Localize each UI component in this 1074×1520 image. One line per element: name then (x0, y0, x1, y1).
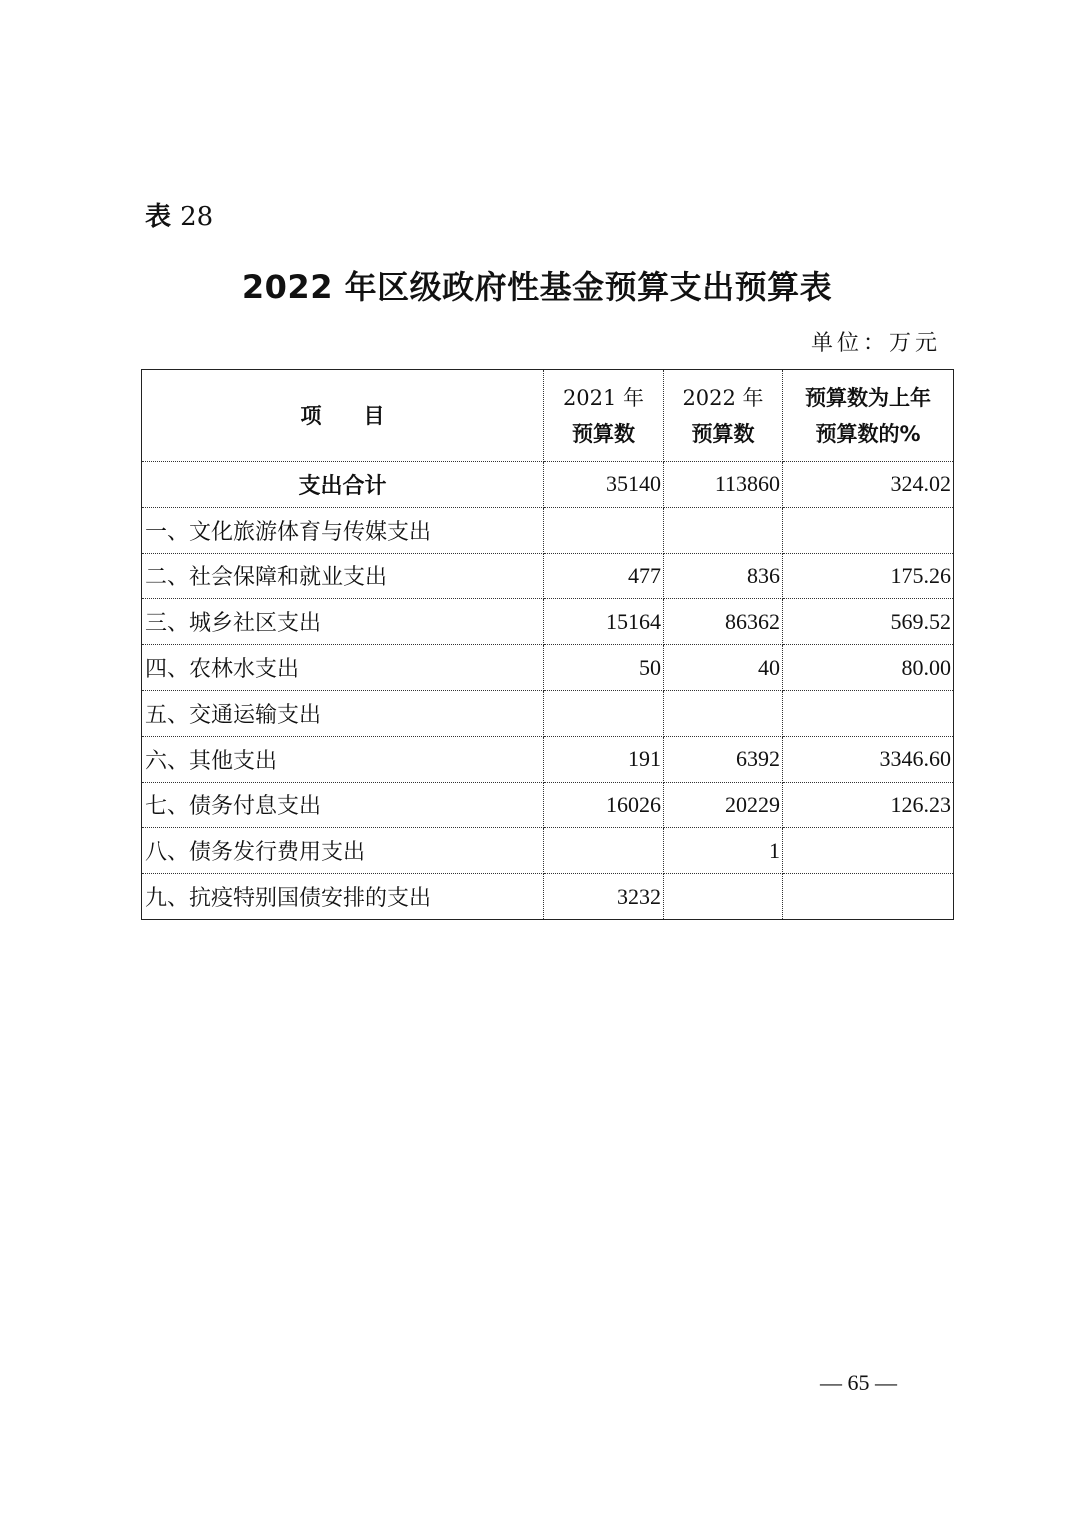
header-2022-sub: 预算数 (691, 421, 755, 446)
row-ratio-value: 569.52 (783, 599, 954, 645)
header-2022 (664, 370, 783, 462)
row-name: 三、城乡社区支出 (142, 599, 544, 645)
row-2021-value: 15164 (544, 599, 664, 645)
row-ratio-value (783, 828, 954, 874)
row-ratio-value (783, 690, 954, 736)
row-2022-value (664, 690, 783, 736)
header-ratio-line1: 预算数为上年 (805, 385, 931, 410)
row-2022-value: 113860 (664, 462, 783, 508)
unit-label: 单位：万元 (810, 331, 941, 356)
row-name: 六、其他支出 (142, 736, 544, 782)
header-ratio-line2: 预算数的% (815, 421, 921, 446)
row-2022-value: 6392 (664, 736, 783, 782)
page-title: 2022 年区级政府性基金预算支出预算表 (241, 268, 833, 306)
row-name: 七、债务付息支出 (142, 782, 544, 828)
table-row (142, 828, 954, 874)
table-header-row (142, 370, 954, 462)
table-row (142, 645, 954, 691)
table-label-number: 28 (180, 202, 214, 232)
row-2021-value (544, 507, 664, 553)
header-2021-year: 2021 年 (562, 385, 645, 410)
header-2022-year: 2022 年 (682, 385, 764, 410)
table-row (142, 690, 954, 736)
row-2021-value (544, 690, 664, 736)
row-ratio-value: 175.26 (783, 553, 954, 599)
row-name: 支出合计 (142, 462, 544, 508)
header-2021 (544, 370, 664, 462)
table-row-total (142, 462, 954, 508)
table-row (142, 507, 954, 553)
table-row (142, 553, 954, 599)
table-row (142, 782, 954, 828)
row-ratio-value: 80.00 (783, 645, 954, 691)
header-2021-sub: 预算数 (572, 421, 635, 446)
page-number: — 65 — (820, 1370, 897, 1395)
row-2021-value: 191 (544, 736, 664, 782)
table-row (142, 874, 954, 920)
row-2021-value: 16026 (544, 782, 664, 828)
row-2022-value: 20229 (664, 782, 783, 828)
row-name: 二、社会保障和就业支出 (142, 553, 544, 599)
row-2021-value: 35140 (544, 462, 664, 508)
row-ratio-value: 126.23 (783, 782, 954, 828)
header-item: 项 目 (142, 370, 544, 462)
row-ratio-value (783, 874, 954, 920)
row-2022-value: 86362 (664, 599, 783, 645)
table-row (142, 599, 954, 645)
row-ratio-value: 3346.60 (783, 736, 954, 782)
row-2022-value (664, 507, 783, 553)
row-name: 一、文化旅游体育与传媒支出 (142, 507, 544, 553)
row-2021-value: 3232 (544, 874, 664, 920)
table-label-prefix: 表 (145, 202, 172, 232)
row-2022-value: 40 (664, 645, 783, 691)
row-2021-value (544, 828, 664, 874)
header-ratio (783, 370, 954, 462)
row-name: 八、债务发行费用支出 (142, 828, 544, 874)
row-name: 四、农林水支出 (142, 645, 544, 691)
budget-table (141, 369, 954, 920)
row-ratio-value: 324.02 (783, 462, 954, 508)
row-2022-value: 1 (664, 828, 783, 874)
row-name: 九、抗疫特别国债安排的支出 (142, 874, 544, 920)
row-2022-value: 836 (664, 553, 783, 599)
row-name: 五、交通运输支出 (142, 690, 544, 736)
row-2021-value: 477 (544, 553, 664, 599)
row-ratio-value (783, 507, 954, 553)
table-row (142, 736, 954, 782)
table-label (145, 196, 213, 233)
row-2021-value: 50 (544, 645, 664, 691)
row-2022-value (664, 874, 783, 920)
